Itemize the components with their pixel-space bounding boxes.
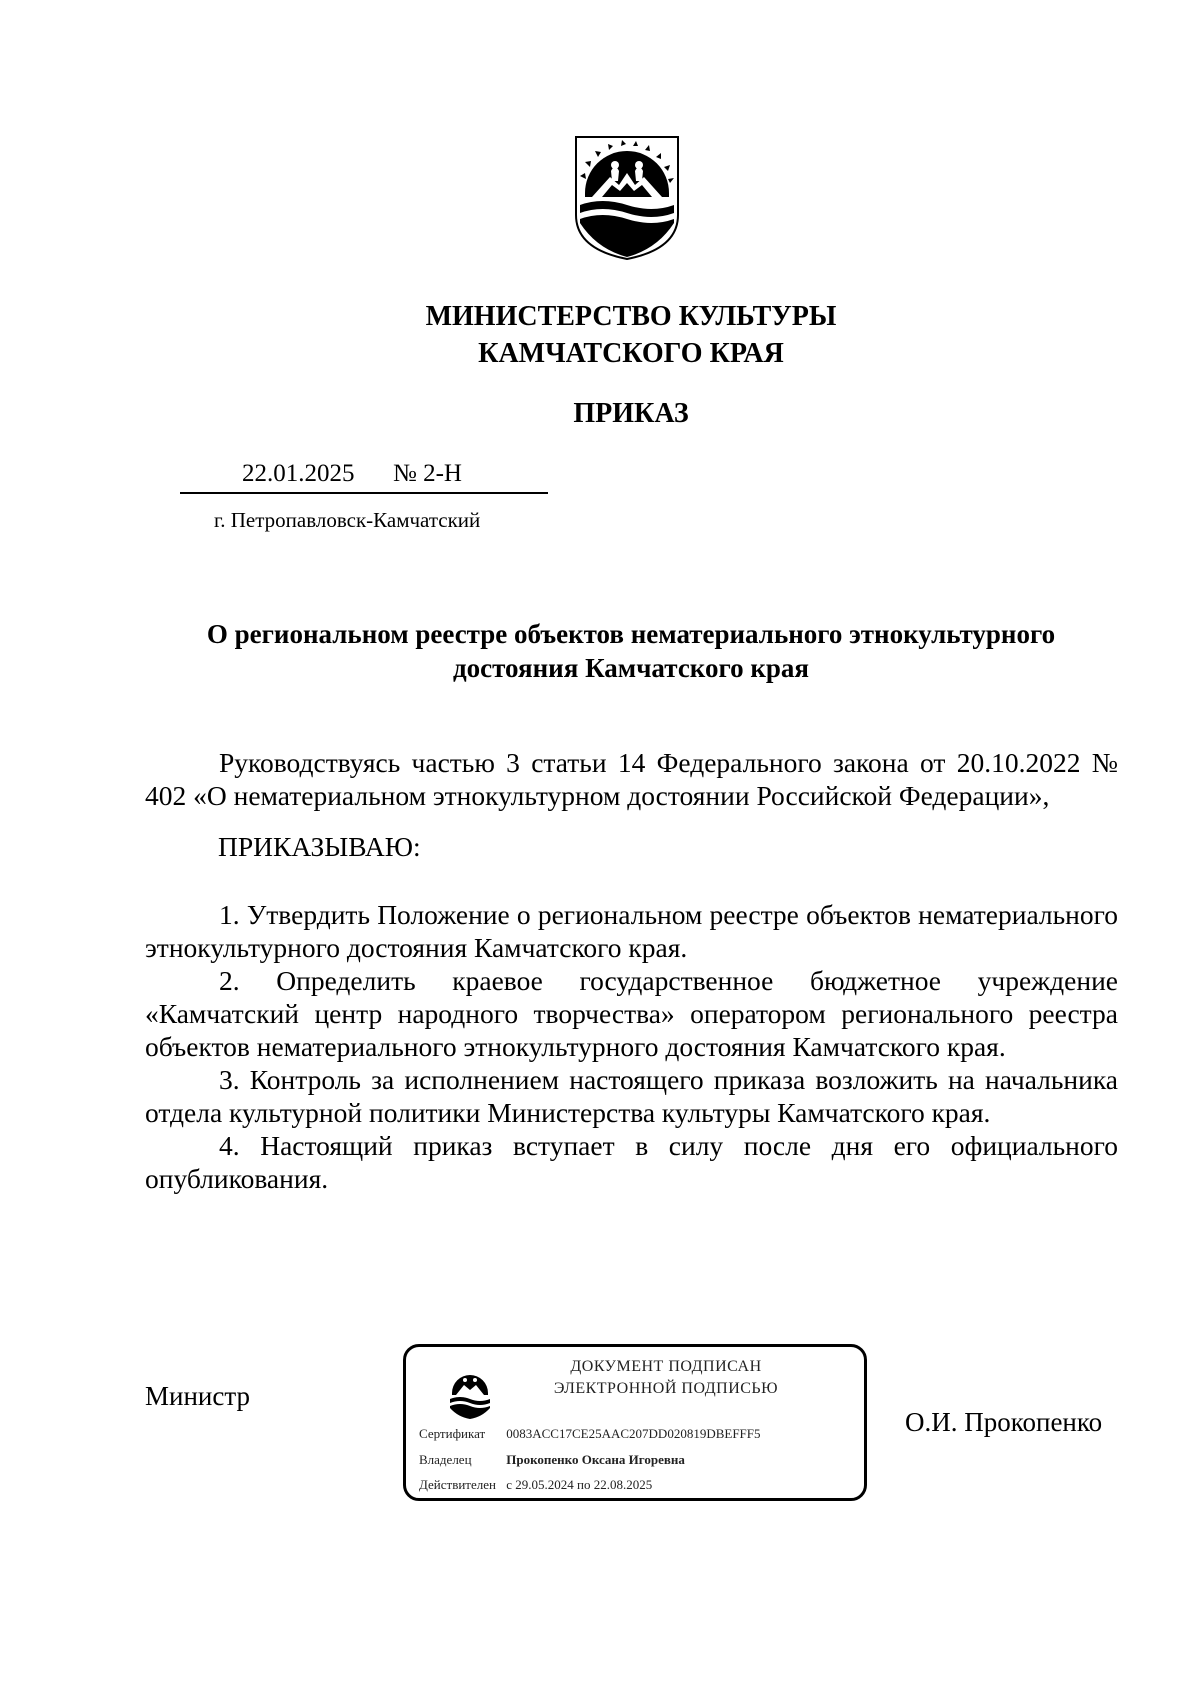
- order-item-4: 4. Настоящий приказ вступает в силу после дня его официального опубликования.: [145, 1130, 1118, 1194]
- document-subject: [140, 617, 1122, 685]
- signer-position: Министр: [145, 1381, 250, 1411]
- stamp-owner-row: [419, 1451, 685, 1469]
- stamp-coat-of-arms-icon: [446, 1367, 494, 1419]
- order-item-2: 2. Определить краевое государственное бюджетное учреждение «Камчатский центр народного творчества» оператором регионального реестра объектов нематериального этнокультурного достояния Камчатского края.: [145, 965, 1118, 1062]
- kamchatka-coat-of-arms-icon: [572, 133, 682, 263]
- stamp-title-line1: ДОКУМЕНТ ПОДПИСАН: [570, 1358, 762, 1375]
- date-number-line: [180, 458, 548, 494]
- ministry-name: [0, 298, 1200, 372]
- document-number: № 2-Н: [393, 460, 462, 487]
- document-type: ПРИКАЗ: [573, 398, 689, 429]
- stamp-certificate-row: [419, 1425, 761, 1443]
- stamp-validity-value: с 29.05.2024 по 22.08.2025: [506, 1477, 653, 1492]
- ministry-name-line2: КАМЧАТСКОГО КРАЯ: [478, 338, 784, 369]
- stamp-owner-label: Владелец: [419, 1452, 472, 1467]
- stamp-validity-label: Действителен: [419, 1477, 496, 1492]
- stamp-certificate-value: 0083ACC17CE25AAC207DD020819DBEFFF5: [506, 1426, 761, 1441]
- stamp-title-line2: ЭЛЕКТРОННОЙ ПОДПИСЬЮ: [553, 1380, 779, 1397]
- electronic-signature-stamp: [403, 1344, 867, 1501]
- subject-line2: достояния Камчатского края: [452, 653, 810, 683]
- subject-line1: О региональном реестре объектов нематериального этнокультурного: [206, 619, 1056, 649]
- stamp-certificate-label: Сертификат: [419, 1426, 486, 1441]
- stamp-validity-row: [419, 1476, 652, 1494]
- stamp-title: [506, 1356, 826, 1400]
- order-items: [145, 898, 1118, 1195]
- document-city: г. Петропавловск-Камчатский: [214, 508, 481, 532]
- document-date: 22.01.2025: [242, 460, 355, 487]
- ministry-name-line1: МИНИСТЕРСТВО КУЛЬТУРЫ: [425, 301, 837, 332]
- stamp-owner-value: Прокопенко Оксана Игоревна: [506, 1452, 685, 1467]
- order-item-3: 3. Контроль за исполнением настоящего приказа возложить на начальника отдела культурной политики Министерства культуры Камчатского края.: [145, 1064, 1118, 1128]
- signer-name: О.И. Прокопенко: [905, 1407, 1103, 1437]
- order-item-1: 1. Утвердить Положение о региональном реестре объектов нематериального этнокультурного достояния Камчатского края.: [145, 899, 1118, 963]
- intro-paragraph: Руководствуясь частью 3 статьи 14 Федерального закона от 20.10.2022 № 402 «О нематериальном этнокультурном достоянии Российской Федерации»,: [145, 747, 1118, 811]
- order-word: ПРИКАЗЫВАЮ:: [218, 831, 421, 862]
